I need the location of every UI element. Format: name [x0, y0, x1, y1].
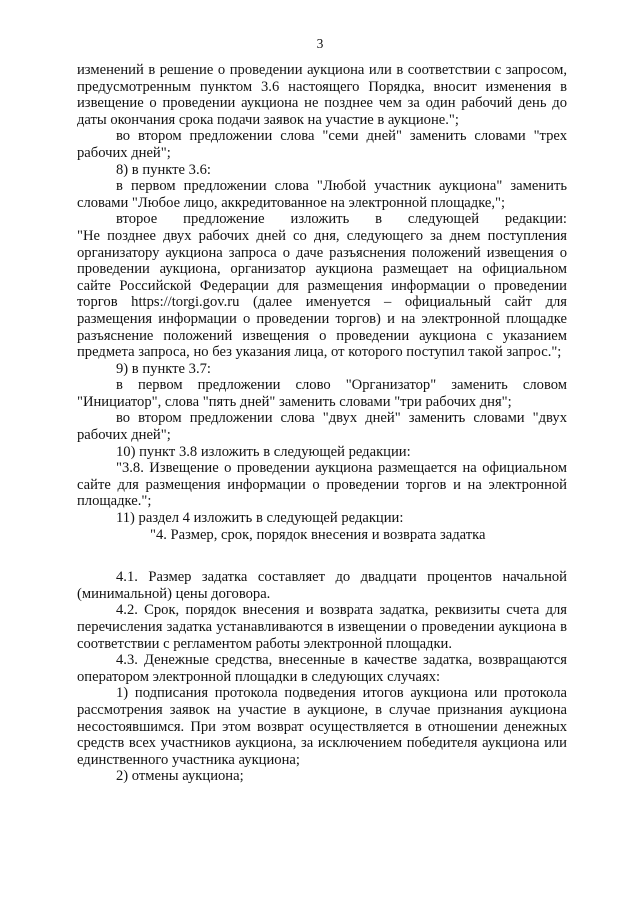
- paragraph: в первом предложении слово "Организатор" заменить словом "Инициатор", слова "пять дней" заменить словами "три рабочих дня";: [77, 377, 567, 410]
- paragraph: второе предложение изложить в следующей редакции:: [116, 211, 567, 228]
- paragraph: 4.2. Срок, порядок внесения и возврата задатка, реквизиты счета для перечисления задатка устанавливаются в извещении о проведении аукциона в соответствии с регламентом работы электронной площадки.: [77, 602, 567, 652]
- paragraph: 1) подписания протокола подведения итогов аукциона или протокола рассмотрения заявок на участие в аукционе, в случае признания аукциона несостоявшимся. При этом возврат осуществляется в отношении денежных средств всех участников аукциона, за исключением победителя аукциона или единственного участника аукциона;: [77, 685, 567, 768]
- paragraph: изменений в решение о проведении аукциона или в соответствии с запросом, предусмотренным пунктом 3.6 настоящего Порядка, вносит изменения в извещение о проведении аукциона не позднее чем за один рабочий день до даты окончания срока подачи заявок на участие в аукционе.";: [77, 62, 567, 128]
- paragraph: 9) в пункте 3.7:: [116, 360, 211, 377]
- paragraph: во втором предложении слова "семи дней" заменить словами "трех рабочих дней";: [77, 128, 567, 161]
- paragraph: во втором предложении слова "двух дней" заменить словами "двух рабочих дней";: [77, 410, 567, 444]
- page-number: 3: [316, 36, 324, 51]
- paragraph: "Не позднее двух рабочих дней со дня, следующего за днем поступления организатору аукциона запроса о даче разъяснения положений извещения о проведении аукциона, организатор аукциона размещает на официальном сайте Российской Федерации для размещения информации о проведении торгов https://torgi.gov.ru (далее именуется – официальный сайт для размещения информации о проведении торгов) и на электронной площадке разъяснение положений извещения о проведении аукциона с указанием предмета запроса, но без указания лица, от которого поступил такой запрос.";: [77, 227, 567, 361]
- paragraph: 10) пункт 3.8 изложить в следующей редакции:: [116, 443, 411, 460]
- spacer: [77, 543, 567, 569]
- paragraph: 4.3. Денежные средства, внесенные в качестве задатка, возвращаются оператором электронной площадки в следующих случаях:: [77, 652, 567, 685]
- document-body: [77, 62, 567, 785]
- paragraph: 2) отмены аукциона;: [116, 768, 244, 785]
- paragraph: 8) в пункте 3.6:: [116, 161, 211, 178]
- paragraph: 11) раздел 4 изложить в следующей редакции:: [116, 510, 404, 527]
- paragraph: в первом предложении слова "Любой участник аукциона" заменить словами "Любое лицо, аккредитованное на электронной площадке,";: [77, 178, 567, 211]
- paragraph: "3.8. Извещение о проведении аукциона размещается на официальном сайте для размещения информации о проведении торгов и на электронной площадке.";: [77, 460, 567, 510]
- paragraph: 4.1. Размер задатка составляет до двадцати процентов начальной (минимальной) цены договора.: [77, 569, 567, 602]
- section-heading: "4. Размер, срок, порядок внесения и возврата задатка: [150, 526, 486, 543]
